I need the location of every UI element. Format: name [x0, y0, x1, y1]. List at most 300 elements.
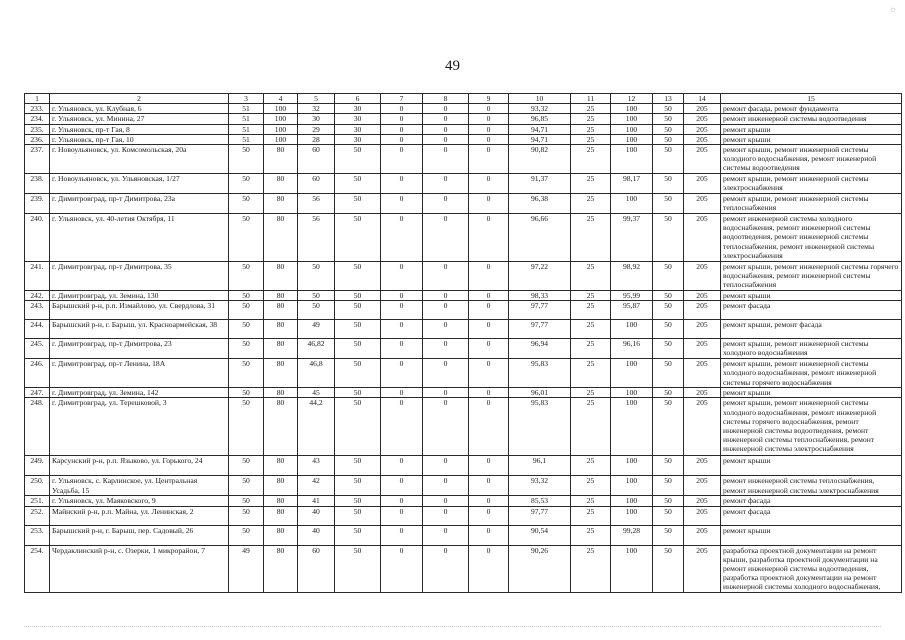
col-12-value-cell: 100: [611, 456, 653, 476]
col-6-value-cell: 50: [335, 496, 381, 506]
col-12-value-cell: 100: [611, 124, 653, 134]
address-cell: Чердаклинский р-н, с. Озерки, 1 микрорайон, 7: [50, 545, 229, 592]
col-7-value-cell: 0: [381, 476, 423, 496]
col-12-value-cell: 100: [611, 496, 653, 506]
col-9-value-cell: 0: [469, 291, 509, 301]
col-4-value-cell: 80: [264, 359, 298, 388]
col-13-value-cell: 50: [653, 339, 684, 359]
row-number-cell: 248.: [25, 398, 50, 456]
col-9-value-cell: 0: [469, 388, 509, 398]
col-13-value-cell: 50: [653, 174, 684, 194]
col-6-value-cell: 50: [335, 359, 381, 388]
col-9-value-cell: 0: [469, 506, 509, 525]
col-7-value-cell: 0: [381, 525, 423, 545]
address-cell: г. Ульяновск, ул. 40-летия Октября, 11: [50, 214, 229, 262]
address-cell: г. Димитровград, ул. Земина, 142: [50, 388, 229, 398]
col-12-value-cell: 100: [611, 506, 653, 525]
col-7-value-cell: 0: [381, 506, 423, 525]
col-8-value-cell: 0: [423, 320, 469, 339]
table-row: [25, 398, 902, 456]
col-10-value-cell: 90,82: [509, 145, 571, 174]
table-row: [25, 214, 902, 262]
col-6-value-cell: 50: [335, 174, 381, 194]
col-4-value-cell: 80: [264, 476, 298, 496]
col-3-value-cell: 50: [229, 398, 264, 456]
col-5-value-cell: 56: [298, 194, 335, 214]
col-10-value-cell: 95,83: [509, 398, 571, 456]
col-9-value-cell: 0: [469, 476, 509, 496]
col-8-value-cell: 0: [423, 476, 469, 496]
repair-works-cell: ремонт крыши: [721, 525, 902, 545]
col-11-value-cell: 25: [571, 456, 611, 476]
scan-corner-mark: ☼: [888, 4, 897, 14]
column-number-13: 13: [653, 94, 684, 104]
row-number-cell: 246.: [25, 359, 50, 388]
row-number-cell: 234.: [25, 114, 50, 124]
table-row: [25, 301, 902, 320]
col-11-value-cell: 25: [571, 398, 611, 456]
col-12-value-cell: 100: [611, 476, 653, 496]
col-10-value-cell: 96,01: [509, 388, 571, 398]
col-5-value-cell: 44,2: [298, 398, 335, 456]
col-6-value-cell: 50: [335, 525, 381, 545]
col-14-value-cell: 205: [684, 174, 721, 194]
col-6-value-cell: 30: [335, 114, 381, 124]
col-12-value-cell: 100: [611, 194, 653, 214]
table-row: [25, 506, 902, 525]
col-8-value-cell: 0: [423, 124, 469, 134]
col-6-value-cell: 50: [335, 388, 381, 398]
col-13-value-cell: 50: [653, 525, 684, 545]
col-14-value-cell: 205: [684, 145, 721, 174]
col-12-value-cell: 100: [611, 388, 653, 398]
col-5-value-cell: 50: [298, 262, 335, 291]
col-14-value-cell: 205: [684, 214, 721, 262]
col-9-value-cell: 0: [469, 301, 509, 320]
col-4-value-cell: 80: [264, 388, 298, 398]
column-number-row: [25, 94, 902, 104]
repair-works-cell: ремонт крыши, ремонт инженерной системы холодного водоснабжения, ремонт инженерной системы водоотведения: [721, 145, 902, 174]
col-11-value-cell: 25: [571, 506, 611, 525]
col-8-value-cell: 0: [423, 398, 469, 456]
repair-works-cell: ремонт инженерной системы водоотведения: [721, 114, 902, 124]
col-7-value-cell: 0: [381, 124, 423, 134]
col-13-value-cell: 50: [653, 104, 684, 114]
row-number-cell: 238.: [25, 174, 50, 194]
col-12-value-cell: 100: [611, 134, 653, 144]
col-13-value-cell: 50: [653, 320, 684, 339]
col-5-value-cell: 60: [298, 145, 335, 174]
col-9-value-cell: 0: [469, 134, 509, 144]
col-6-value-cell: 50: [335, 545, 381, 592]
col-11-value-cell: 25: [571, 320, 611, 339]
col-10-value-cell: 93,32: [509, 476, 571, 496]
col-14-value-cell: 205: [684, 301, 721, 320]
col-11-value-cell: 25: [571, 114, 611, 124]
col-11-value-cell: 25: [571, 476, 611, 496]
address-cell: г. Ульяновск, пр-т Гая, 10: [50, 134, 229, 144]
col-8-value-cell: 0: [423, 174, 469, 194]
table-row: [25, 145, 902, 174]
col-5-value-cell: 46,8: [298, 359, 335, 388]
table-row: [25, 476, 902, 496]
col-7-value-cell: 0: [381, 104, 423, 114]
column-number-1: 1: [25, 94, 50, 104]
row-number-cell: 233.: [25, 104, 50, 114]
col-14-value-cell: 205: [684, 262, 721, 291]
col-3-value-cell: 50: [229, 339, 264, 359]
col-3-value-cell: 50: [229, 214, 264, 262]
col-4-value-cell: 80: [264, 174, 298, 194]
table-row: [25, 496, 902, 506]
col-7-value-cell: 0: [381, 339, 423, 359]
col-9-value-cell: 0: [469, 545, 509, 592]
col-4-value-cell: 80: [264, 262, 298, 291]
col-8-value-cell: 0: [423, 525, 469, 545]
repair-works-cell: ремонт фасада, ремонт фундамента: [721, 104, 902, 114]
col-9-value-cell: 0: [469, 359, 509, 388]
col-6-value-cell: 50: [335, 476, 381, 496]
column-number-8: 8: [423, 94, 469, 104]
col-7-value-cell: 0: [381, 174, 423, 194]
row-number-cell: 239.: [25, 194, 50, 214]
col-7-value-cell: 0: [381, 496, 423, 506]
repair-works-cell: ремонт фасада: [721, 506, 902, 525]
table-row: [25, 134, 902, 144]
table-row: [25, 320, 902, 339]
col-13-value-cell: 50: [653, 291, 684, 301]
row-number-cell: 251.: [25, 496, 50, 506]
col-7-value-cell: 0: [381, 320, 423, 339]
col-8-value-cell: 0: [423, 194, 469, 214]
col-13-value-cell: 50: [653, 114, 684, 124]
col-10-value-cell: 90,54: [509, 525, 571, 545]
col-5-value-cell: 29: [298, 124, 335, 134]
col-14-value-cell: 205: [684, 545, 721, 592]
address-cell: г. Димитровград, пр-т Димитрова, 23а: [50, 194, 229, 214]
col-5-value-cell: 42: [298, 476, 335, 496]
col-11-value-cell: 25: [571, 291, 611, 301]
col-10-value-cell: 85,53: [509, 496, 571, 506]
col-3-value-cell: 50: [229, 320, 264, 339]
col-5-value-cell: 40: [298, 506, 335, 525]
repair-works-cell: ремонт крыши, ремонт инженерной системы горячего водоснабжения, ремонт инженерной системы теплоснабжения: [721, 262, 902, 291]
col-14-value-cell: 205: [684, 359, 721, 388]
col-12-value-cell: 95,87: [611, 301, 653, 320]
address-cell: Карсунский р-н, р.п. Языково, ул. Горького, 24: [50, 456, 229, 476]
col-8-value-cell: 0: [423, 506, 469, 525]
col-5-value-cell: 43: [298, 456, 335, 476]
col-13-value-cell: 50: [653, 194, 684, 214]
repair-works-cell: разработка проектной документации на ремонт крыши, разработка проектной документации на ремонт инженерной системы водоотведения, разработка проектной документации на ремонт инженерной системы холодного водоснабжения,: [721, 545, 902, 592]
col-3-value-cell: 50: [229, 291, 264, 301]
col-14-value-cell: 205: [684, 124, 721, 134]
col-6-value-cell: 50: [335, 506, 381, 525]
col-5-value-cell: 32: [298, 104, 335, 114]
col-13-value-cell: 50: [653, 545, 684, 592]
col-11-value-cell: 25: [571, 339, 611, 359]
col-4-value-cell: 80: [264, 339, 298, 359]
repair-works-cell: ремонт крыши, ремонт инженерной системы холодного водоснабжения, ремонт инженерной системы горячего водоснабжения, ремонт инженерной системы водоотведения, ремонт инженерной системы теплоснабжения, ремонт инженерной системы электроснабжения: [721, 398, 902, 456]
col-10-value-cell: 91,37: [509, 174, 571, 194]
col-12-value-cell: 98,17: [611, 174, 653, 194]
row-number-cell: 240.: [25, 214, 50, 262]
col-10-value-cell: 97,77: [509, 506, 571, 525]
col-4-value-cell: 80: [264, 545, 298, 592]
col-9-value-cell: 0: [469, 398, 509, 456]
page-number: 49: [445, 58, 460, 74]
col-12-value-cell: 96,16: [611, 339, 653, 359]
table-row: [25, 545, 902, 592]
col-5-value-cell: 49: [298, 320, 335, 339]
col-8-value-cell: 0: [423, 114, 469, 124]
col-9-value-cell: 0: [469, 174, 509, 194]
col-5-value-cell: 30: [298, 114, 335, 124]
column-number-7: 7: [381, 94, 423, 104]
column-number-2: 2: [50, 94, 229, 104]
col-6-value-cell: 50: [335, 291, 381, 301]
col-3-value-cell: 50: [229, 301, 264, 320]
row-number-cell: 249.: [25, 456, 50, 476]
address-cell: г. Димитровград, ул. Земина, 130: [50, 291, 229, 301]
col-8-value-cell: 0: [423, 134, 469, 144]
row-number-cell: 245.: [25, 339, 50, 359]
col-10-value-cell: 97,22: [509, 262, 571, 291]
column-number-9: 9: [469, 94, 509, 104]
col-7-value-cell: 0: [381, 398, 423, 456]
col-7-value-cell: 0: [381, 388, 423, 398]
col-13-value-cell: 50: [653, 214, 684, 262]
col-12-value-cell: 100: [611, 114, 653, 124]
address-cell: г. Димитровград, пр-т Ленина, 18А: [50, 359, 229, 388]
col-5-value-cell: 60: [298, 545, 335, 592]
col-6-value-cell: 50: [335, 262, 381, 291]
col-8-value-cell: 0: [423, 388, 469, 398]
col-8-value-cell: 0: [423, 359, 469, 388]
col-4-value-cell: 80: [264, 456, 298, 476]
col-3-value-cell: 49: [229, 545, 264, 592]
col-11-value-cell: 25: [571, 124, 611, 134]
col-12-value-cell: 100: [611, 145, 653, 174]
table-row: [25, 388, 902, 398]
col-12-value-cell: 99,37: [611, 214, 653, 262]
row-number-cell: 254.: [25, 545, 50, 592]
col-3-value-cell: 50: [229, 456, 264, 476]
col-13-value-cell: 50: [653, 476, 684, 496]
table-row: [25, 174, 902, 194]
address-cell: Барышский р-н, р.п. Измайлово, ул. Свердлова, 31: [50, 301, 229, 320]
row-number-cell: 237.: [25, 145, 50, 174]
col-9-value-cell: 0: [469, 320, 509, 339]
col-4-value-cell: 80: [264, 194, 298, 214]
col-6-value-cell: 50: [335, 301, 381, 320]
col-14-value-cell: 205: [684, 388, 721, 398]
col-13-value-cell: 50: [653, 262, 684, 291]
col-14-value-cell: 205: [684, 398, 721, 456]
col-6-value-cell: 30: [335, 124, 381, 134]
col-10-value-cell: 96,85: [509, 114, 571, 124]
col-10-value-cell: 97,77: [509, 301, 571, 320]
col-3-value-cell: 50: [229, 496, 264, 506]
col-14-value-cell: 205: [684, 104, 721, 114]
column-number-5: 5: [298, 94, 335, 104]
repair-works-cell: ремонт фасада: [721, 496, 902, 506]
col-7-value-cell: 0: [381, 545, 423, 592]
col-4-value-cell: 80: [264, 214, 298, 262]
table-row: [25, 339, 902, 359]
repair-works-cell: ремонт крыши, ремонт инженерной системы холодного водоснабжения, ремонт инженерной системы горячего водоснабжения: [721, 359, 902, 388]
col-10-value-cell: 94,71: [509, 124, 571, 134]
column-number-10: 10: [509, 94, 571, 104]
col-10-value-cell: 97,77: [509, 320, 571, 339]
col-4-value-cell: 100: [264, 134, 298, 144]
col-4-value-cell: 80: [264, 525, 298, 545]
row-number-cell: 236.: [25, 134, 50, 144]
col-13-value-cell: 50: [653, 359, 684, 388]
table-row: [25, 291, 902, 301]
repair-works-cell: ремонт крыши, ремонт фасада: [721, 320, 902, 339]
col-12-value-cell: 99,28: [611, 525, 653, 545]
col-13-value-cell: 50: [653, 388, 684, 398]
col-7-value-cell: 0: [381, 301, 423, 320]
col-3-value-cell: 51: [229, 124, 264, 134]
row-number-cell: 247.: [25, 388, 50, 398]
repair-works-cell: ремонт крыши: [721, 134, 902, 144]
col-11-value-cell: 25: [571, 525, 611, 545]
col-10-value-cell: 93,32: [509, 104, 571, 114]
col-10-value-cell: 95,83: [509, 359, 571, 388]
col-13-value-cell: 50: [653, 456, 684, 476]
col-11-value-cell: 25: [571, 145, 611, 174]
col-5-value-cell: 56: [298, 214, 335, 262]
col-4-value-cell: 80: [264, 320, 298, 339]
col-9-value-cell: 0: [469, 262, 509, 291]
col-9-value-cell: 0: [469, 496, 509, 506]
col-8-value-cell: 0: [423, 456, 469, 476]
col-6-value-cell: 50: [335, 456, 381, 476]
col-5-value-cell: 60: [298, 174, 335, 194]
repair-works-cell: ремонт крыши: [721, 124, 902, 134]
row-number-cell: 241.: [25, 262, 50, 291]
col-11-value-cell: 25: [571, 194, 611, 214]
col-3-value-cell: 50: [229, 194, 264, 214]
col-11-value-cell: 25: [571, 134, 611, 144]
col-11-value-cell: 25: [571, 104, 611, 114]
col-6-value-cell: 50: [335, 145, 381, 174]
col-3-value-cell: 51: [229, 104, 264, 114]
table-row: [25, 114, 902, 124]
col-7-value-cell: 0: [381, 359, 423, 388]
scan-bottom-edge: [24, 626, 881, 628]
col-8-value-cell: 0: [423, 301, 469, 320]
column-number-4: 4: [264, 94, 298, 104]
col-3-value-cell: 50: [229, 388, 264, 398]
address-cell: Барышский р-н, г. Барыш, пер. Садовый, 26: [50, 525, 229, 545]
col-8-value-cell: 0: [423, 145, 469, 174]
col-10-value-cell: 90,26: [509, 545, 571, 592]
col-6-value-cell: 50: [335, 320, 381, 339]
address-cell: г. Ульяновск, ул. Клубная, 6: [50, 104, 229, 114]
row-number-cell: 253.: [25, 525, 50, 545]
col-6-value-cell: 50: [335, 214, 381, 262]
col-9-value-cell: 0: [469, 456, 509, 476]
col-13-value-cell: 50: [653, 134, 684, 144]
col-14-value-cell: 205: [684, 496, 721, 506]
col-11-value-cell: 25: [571, 359, 611, 388]
col-9-value-cell: 0: [469, 214, 509, 262]
address-cell: г. Ульяновск, ул. Минина, 27: [50, 114, 229, 124]
col-6-value-cell: 50: [335, 398, 381, 456]
col-10-value-cell: 96,66: [509, 214, 571, 262]
table-row: [25, 194, 902, 214]
col-3-value-cell: 50: [229, 359, 264, 388]
col-14-value-cell: 205: [684, 114, 721, 124]
col-4-value-cell: 80: [264, 291, 298, 301]
col-5-value-cell: 40: [298, 525, 335, 545]
col-12-value-cell: 100: [611, 359, 653, 388]
col-9-value-cell: 0: [469, 339, 509, 359]
col-4-value-cell: 100: [264, 124, 298, 134]
col-14-value-cell: 205: [684, 525, 721, 545]
col-4-value-cell: 80: [264, 506, 298, 525]
col-7-value-cell: 0: [381, 134, 423, 144]
col-14-value-cell: 205: [684, 456, 721, 476]
col-13-value-cell: 50: [653, 124, 684, 134]
repair-works-cell: ремонт крыши, ремонт инженерной системы холодного водоснабжения: [721, 339, 902, 359]
col-3-value-cell: 50: [229, 506, 264, 525]
address-cell: Майнский р-н, р.п. Майна, ул. Ленинская, 2: [50, 506, 229, 525]
col-12-value-cell: 100: [611, 104, 653, 114]
col-9-value-cell: 0: [469, 194, 509, 214]
col-6-value-cell: 50: [335, 194, 381, 214]
col-5-value-cell: 50: [298, 291, 335, 301]
col-5-value-cell: 41: [298, 496, 335, 506]
col-4-value-cell: 80: [264, 496, 298, 506]
row-number-cell: 244.: [25, 320, 50, 339]
col-14-value-cell: 205: [684, 506, 721, 525]
col-9-value-cell: 0: [469, 104, 509, 114]
col-11-value-cell: 25: [571, 388, 611, 398]
col-12-value-cell: 98,92: [611, 262, 653, 291]
col-4-value-cell: 80: [264, 301, 298, 320]
col-10-value-cell: 96,1: [509, 456, 571, 476]
col-7-value-cell: 0: [381, 114, 423, 124]
col-6-value-cell: 30: [335, 104, 381, 114]
col-9-value-cell: 0: [469, 124, 509, 134]
col-14-value-cell: 205: [684, 194, 721, 214]
col-8-value-cell: 0: [423, 214, 469, 262]
address-cell: Барышский р-н, г. Барыш, ул. Красноармейская, 38: [50, 320, 229, 339]
address-cell: г. Димитровград, пр-т Димитрова, 23: [50, 339, 229, 359]
col-12-value-cell: 100: [611, 320, 653, 339]
col-13-value-cell: 50: [653, 398, 684, 456]
table-row: [25, 456, 902, 476]
col-11-value-cell: 25: [571, 545, 611, 592]
repair-works-cell: ремонт инженерной системы теплоснабжения, ремонт инженерной системы электроснабжения: [721, 476, 902, 496]
col-14-value-cell: 205: [684, 476, 721, 496]
column-number-14: 14: [684, 94, 721, 104]
address-cell: г. Ульяновск, пр-т Гая, 8: [50, 124, 229, 134]
col-10-value-cell: 96,94: [509, 339, 571, 359]
col-3-value-cell: 50: [229, 262, 264, 291]
table-row: [25, 104, 902, 114]
table-row: [25, 359, 902, 388]
col-5-value-cell: 45: [298, 388, 335, 398]
col-11-value-cell: 25: [571, 214, 611, 262]
repair-works-cell: ремонт крыши, ремонт инженерной системы теплоснабжения: [721, 194, 902, 214]
col-14-value-cell: 205: [684, 339, 721, 359]
col-11-value-cell: 25: [571, 496, 611, 506]
